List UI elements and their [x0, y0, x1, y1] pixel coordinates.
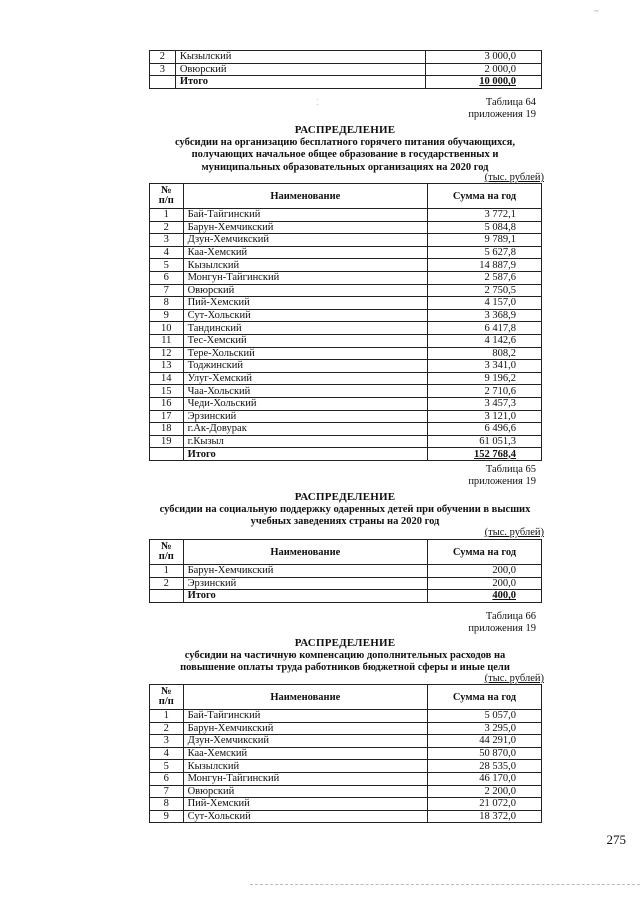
table-number: Таблица 65	[485, 464, 536, 475]
row-number: 3	[150, 234, 184, 247]
row-sum: 2 750,5	[428, 284, 542, 297]
row-name: Барун-Хемчикский	[183, 722, 427, 735]
total-label: Итого	[175, 76, 425, 89]
row-sum: 5 084,8	[428, 221, 542, 234]
row-sum: 28 535,0	[428, 760, 542, 773]
page-number: 275	[606, 832, 626, 847]
row-sum: 3 341,0	[428, 360, 542, 373]
total-sum: 152 768,4	[428, 448, 542, 461]
table-row	[150, 385, 542, 398]
table-row	[150, 722, 542, 735]
subtitle-line: субсидии на социальную поддержку одаренных детей при обучении в высших	[159, 503, 531, 515]
row-number: 2	[150, 577, 184, 590]
row-sum: 46 170,0	[428, 772, 542, 785]
table-number: Таблица 64	[485, 97, 536, 108]
table-row	[150, 259, 542, 272]
row-number: 7	[150, 785, 184, 798]
row-sum: 4 157,0	[428, 297, 542, 310]
subtitle-line: субсидии на частичную компенсацию дополнительных расходов на	[184, 649, 506, 661]
row-name: Сут-Хольский	[183, 810, 427, 823]
row-number: 13	[150, 360, 184, 373]
table-row	[150, 397, 542, 410]
row-sum: 14 887,9	[428, 259, 542, 272]
title: РАСПРЕДЕЛЕНИЕ	[294, 124, 396, 136]
row-name: Каа-Хемский	[183, 747, 427, 760]
total-row	[150, 448, 542, 461]
subtitle-line: учебных заведениях страны на 2020 год	[250, 516, 440, 527]
row-name: Кызылский	[183, 259, 427, 272]
row-number: 2	[150, 722, 184, 735]
table-row	[150, 221, 542, 234]
row-number: 18	[150, 423, 184, 436]
row-sum: 3 121,0	[428, 410, 542, 423]
table-row	[150, 435, 542, 448]
row-sum: 61 051,3	[428, 435, 542, 448]
table-row	[150, 51, 542, 64]
col-name-header: Наименование	[183, 540, 427, 565]
row-number: 19	[150, 435, 184, 448]
col-sum-header: Сумма на год	[428, 685, 542, 710]
row-number: 6	[150, 772, 184, 785]
col-sum-header: Сумма на год	[428, 184, 542, 209]
row-number: 5	[150, 760, 184, 773]
subtitle-line: субсидии на организацию бесплатного горячего питания обучающихся,	[175, 136, 515, 148]
appendix-ref: приложения 19	[468, 109, 536, 120]
row-name: Чаа-Хольский	[183, 385, 427, 398]
row-sum: 6 417,8	[428, 322, 542, 335]
row-number: 8	[150, 798, 184, 811]
title: РАСПРЕДЕЛЕНИЕ	[294, 491, 396, 503]
row-number: 14	[150, 372, 184, 385]
col-name-header: Наименование	[183, 184, 427, 209]
table-row	[150, 209, 542, 222]
row-name: Сут-Хольский	[183, 309, 427, 322]
table-row	[150, 334, 542, 347]
total-label: Итого	[183, 448, 427, 461]
table-row	[150, 798, 542, 811]
col-num-header: № п/п	[150, 685, 184, 710]
row-number: 1	[150, 565, 184, 578]
row-number: 15	[150, 385, 184, 398]
total-label: Итого	[183, 590, 427, 603]
row-number: 11	[150, 334, 184, 347]
row-number: 1	[150, 710, 184, 723]
row-number: 10	[150, 322, 184, 335]
row-name: Каа-Хемский	[183, 246, 427, 259]
table-row	[150, 747, 542, 760]
row-number: 9	[150, 810, 184, 823]
row-sum: 9 196,2	[428, 372, 542, 385]
row-sum: 3 457,3	[428, 397, 542, 410]
row-sum: 808,2	[428, 347, 542, 360]
table-number: Таблица 66	[485, 611, 536, 622]
divider	[250, 884, 640, 885]
total-row	[150, 76, 542, 89]
row-name: Дзун-Хемчикский	[183, 234, 427, 247]
table-row	[150, 577, 542, 590]
row-sum: 50 870,0	[428, 747, 542, 760]
row-name: Пий-Хемский	[183, 798, 427, 811]
scan-mark: ⁚	[316, 98, 319, 107]
row-sum: 3 000,0	[425, 51, 541, 64]
table-row	[150, 810, 542, 823]
row-name: Овюрский	[183, 284, 427, 297]
row-name: Барун-Хемчикский	[183, 565, 427, 578]
subtitle-line: повышение оплаты труда работников бюджетной сферы и иные цели	[180, 662, 510, 673]
col-sum-header: Сумма на год	[428, 540, 542, 565]
row-name: Бай-Тайгинский	[183, 710, 427, 723]
row-number: 3	[150, 735, 184, 748]
row-name: Тере-Хольский	[183, 347, 427, 360]
row-sum: 2 587,6	[428, 271, 542, 284]
table-row	[150, 284, 542, 297]
col-name-header: Наименование	[183, 685, 427, 710]
row-number: 12	[150, 347, 184, 360]
table-row	[150, 297, 542, 310]
table-row	[150, 760, 542, 773]
table-64-caption	[468, 97, 536, 121]
row-number: 2	[150, 221, 184, 234]
total-sum: 400,0	[428, 590, 542, 603]
row-number: 6	[150, 271, 184, 284]
row-name: Барун-Хемчикский	[183, 221, 427, 234]
total-sum: 10 000,0	[425, 76, 541, 89]
appendix-ref: приложения 19	[468, 623, 536, 634]
row-sum: 3 368,9	[428, 309, 542, 322]
subtitle-line: получающих начальное общее образование в государственных и	[191, 149, 499, 160]
table-64-title	[130, 124, 560, 174]
table-row	[150, 347, 542, 360]
table-row	[150, 322, 542, 335]
table-row	[150, 63, 542, 76]
row-sum: 6 496,6	[428, 423, 542, 436]
table-row	[150, 372, 542, 385]
row-name: Овюрский	[183, 785, 427, 798]
row-sum: 3 295,0	[428, 722, 542, 735]
row-number: 4	[150, 246, 184, 259]
row-number: 7	[150, 284, 184, 297]
table-row	[150, 410, 542, 423]
row-name: Чеди-Хольский	[183, 397, 427, 410]
table-row	[150, 246, 542, 259]
units-label: (тыс. рублей)	[484, 172, 544, 183]
total-num	[150, 448, 184, 461]
row-name: Кызылский	[175, 51, 425, 64]
row-sum: 5 057,0	[428, 710, 542, 723]
row-number: 2	[150, 51, 176, 64]
total-row	[150, 590, 542, 603]
row-name: Тоджинский	[183, 360, 427, 373]
table-64	[149, 183, 542, 461]
row-number: 16	[150, 397, 184, 410]
col-num-header: № п/п	[150, 540, 184, 565]
table-row	[150, 360, 542, 373]
row-number: 5	[150, 259, 184, 272]
table-65-title	[130, 491, 560, 529]
row-name: Монгун-Тайгинский	[183, 772, 427, 785]
row-sum: 18 372,0	[428, 810, 542, 823]
total-num	[150, 590, 184, 603]
appendix-ref: приложения 19	[468, 476, 536, 487]
total-num	[150, 76, 176, 89]
row-number: 9	[150, 309, 184, 322]
row-name: Бай-Тайгинский	[183, 209, 427, 222]
row-sum: 9 789,1	[428, 234, 542, 247]
row-name: Тандинский	[183, 322, 427, 335]
row-sum: 2 710,6	[428, 385, 542, 398]
row-name: Монгун-Тайгинский	[183, 271, 427, 284]
table-65	[149, 539, 542, 603]
continued-table	[149, 50, 542, 89]
table-66-caption	[468, 611, 536, 635]
row-name: Улуг-Хемский	[183, 372, 427, 385]
row-sum: 200,0	[428, 577, 542, 590]
row-number: 17	[150, 410, 184, 423]
row-sum: 21 072,0	[428, 798, 542, 811]
row-sum: 4 142,6	[428, 334, 542, 347]
table-66	[149, 684, 542, 823]
row-name: Пий-Хемский	[183, 297, 427, 310]
row-sum: 5 627,8	[428, 246, 542, 259]
row-sum: 44 291,0	[428, 735, 542, 748]
subtitle-line: муниципальных образовательных организациях на 2020 год	[201, 161, 489, 173]
col-num-header: № п/п	[150, 184, 184, 209]
table-row	[150, 710, 542, 723]
row-name: г.Ак-Довурак	[183, 423, 427, 436]
table-row	[150, 772, 542, 785]
row-name: Эрзинский	[183, 410, 427, 423]
corner-mark: ~	[594, 6, 599, 16]
table-row	[150, 423, 542, 436]
table-66-title	[130, 637, 560, 675]
row-number: 3	[150, 63, 176, 76]
row-name: Овюрский	[175, 63, 425, 76]
table-row	[150, 565, 542, 578]
row-number: 4	[150, 747, 184, 760]
row-name: г.Кызыл	[183, 435, 427, 448]
row-sum: 2 000,0	[425, 63, 541, 76]
table-row	[150, 785, 542, 798]
row-number: 8	[150, 297, 184, 310]
units-label: (тыс. рублей)	[484, 527, 544, 538]
row-name: Кызылский	[183, 760, 427, 773]
row-sum: 200,0	[428, 565, 542, 578]
table-65-caption	[468, 464, 536, 488]
title: РАСПРЕДЕЛЕНИЕ	[294, 637, 396, 649]
row-sum: 3 772,1	[428, 209, 542, 222]
row-name: Дзун-Хемчикский	[183, 735, 427, 748]
row-name: Эрзинский	[183, 577, 427, 590]
table-row	[150, 735, 542, 748]
table-row	[150, 234, 542, 247]
row-number: 1	[150, 209, 184, 222]
table-row	[150, 309, 542, 322]
row-sum: 2 200,0	[428, 785, 542, 798]
units-label: (тыс. рублей)	[484, 673, 544, 684]
row-name: Тес-Хемский	[183, 334, 427, 347]
table-row	[150, 271, 542, 284]
